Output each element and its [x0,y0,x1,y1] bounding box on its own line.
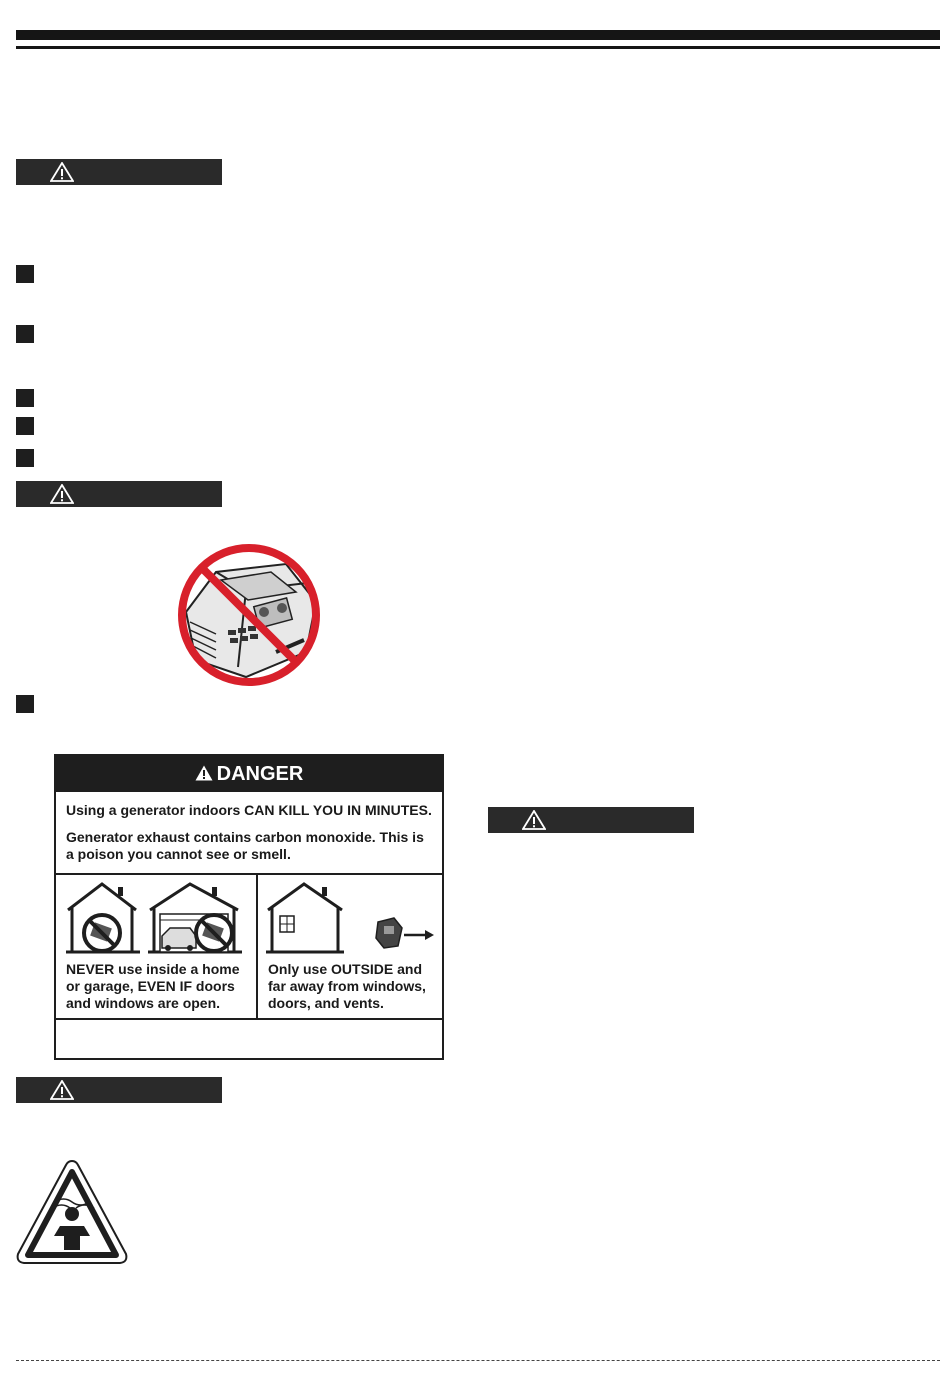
danger-word: DANGER [216,763,304,785]
header-rule-thick [16,30,940,40]
danger-header [56,756,442,792]
footer-dashed-rule [16,1360,940,1361]
right-caption-1: Only use OUTSIDE and [268,961,423,977]
indoor-prohibited-illustration [62,878,252,958]
bullet-marker-6 [16,695,34,713]
danger-divider-vertical [256,873,258,1019]
danger-label [54,754,444,1060]
header-rule-thin [16,46,940,49]
bullet-marker-1 [16,265,34,283]
warning-triangle-icon [195,765,213,781]
right-caption-3: doors, and vents. [268,995,384,1011]
warning-triangle-icon [50,1080,74,1100]
toxic-fumes-hazard-icon [14,1158,130,1266]
danger-divider-bottom [56,1018,442,1020]
bullet-marker-5 [16,449,34,467]
bullet-marker-4 [16,417,34,435]
left-caption-2: or garage, EVEN IF doors [66,978,235,994]
warning-triangle-icon [522,810,546,830]
warning-triangle-icon [50,162,74,182]
bullet-marker-2 [16,325,34,343]
warning-triangle-icon [50,484,74,504]
danger-line-1: Using a generator indoors CAN KILL YOU IN MINUTES. [66,802,432,818]
danger-line-2a: Generator exhaust contains carbon monoxide. This is [66,829,424,845]
warning-bar-2 [16,481,222,507]
left-caption-1: NEVER use inside a home [66,961,240,977]
left-caption-3: and windows are open. [66,995,221,1011]
danger-line-2b: a poison you cannot see or smell. [66,846,291,862]
warning-bar-right [488,807,694,833]
no-generator-prohibition-icon [176,542,322,688]
right-caption-2: far away from windows, [268,978,426,994]
bullet-marker-3 [16,389,34,407]
outdoor-use-illustration [264,878,440,958]
warning-bar-3 [16,1077,222,1103]
warning-bar-1 [16,159,222,185]
danger-divider-top [56,873,442,875]
